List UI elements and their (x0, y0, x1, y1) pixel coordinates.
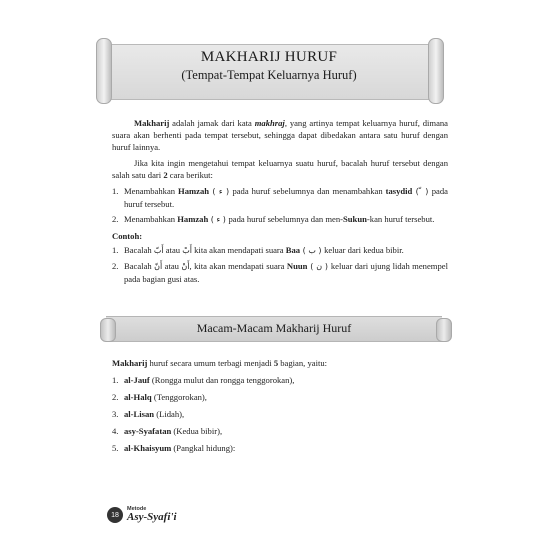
makharij-list (112, 374, 448, 454)
list-item: 2. Menambahkan Hamzah ( ء ) pada huruf sebelumnya dan men-Sukun-kan huruf tersebut. (112, 214, 435, 224)
ways-list (112, 185, 448, 226)
list-item: 2. al-Halq (Tenggorokan), (112, 392, 207, 402)
list-item: 3. al-Lisan (Lidah), (112, 409, 185, 419)
page-footer (107, 500, 177, 530)
list-item: 1. Bacalah أَبّ atau أَبْ kita akan mendapati suara Baa ( ب ) keluar dari kedua bibir. (112, 245, 404, 255)
examples-label: Contoh: (112, 231, 143, 241)
list-item: 1. al-Jauf (Rongga mulut dan rongga tenggorokan), (112, 375, 295, 385)
brand-logo (127, 507, 177, 524)
list-item: 1. Menambahkan Hamzah ( ء ) pada huruf sebelumnya dan menambahkan tasydid ( ّ ) pada huruf tersebut. (112, 186, 448, 209)
page-title: MAKHARIJ HURUF (200, 49, 338, 65)
makharij-section (112, 357, 448, 459)
examples-list (112, 244, 448, 285)
page-subtitle: (Tempat-Tempat Keluarnya Huruf) (181, 68, 357, 82)
brand-small-text: Metode (127, 505, 147, 512)
section-title: Macam-Macam Makharij Huruf (196, 321, 352, 335)
term-makharij: Makharij (134, 118, 170, 128)
intro-paragraph-1: Makharij adalah jamak dari kata makhraj, yang artinya tempat keluarnya huruf, dimana suara akan berhenti pada tempat tersebut, sehingga dapat dibedakan antara satu huruf dengan huruf lainnya. (112, 118, 448, 152)
brand-name: Asy-Syafi'i (127, 511, 177, 524)
intro-section (112, 117, 448, 285)
list-item: 4. asy-Syafatan (Kedua bibir), (112, 426, 223, 436)
intro-paragraph-2: Jika kita ingin mengetahui tempat keluarnya suatu huruf, bacalah huruf tersebut dengan salah satu dari 2 cara berikut: (112, 158, 448, 180)
page-number: 18 (107, 507, 123, 523)
list-item: 5. al-Khaisyum (Pangkal hidung): (112, 443, 236, 453)
section-intro: Makharij huruf secara umum terbagi menjadi 5 bagian, yaitu: (112, 358, 328, 368)
term-makhraj: makhraj (254, 118, 285, 128)
list-item: 2. Bacalah أَنّ atau أَنْ, kita akan mendapati suara Nuun ( ن ) keluar dari ujung lidah menempel pada bagian gusi atas. (112, 261, 448, 284)
